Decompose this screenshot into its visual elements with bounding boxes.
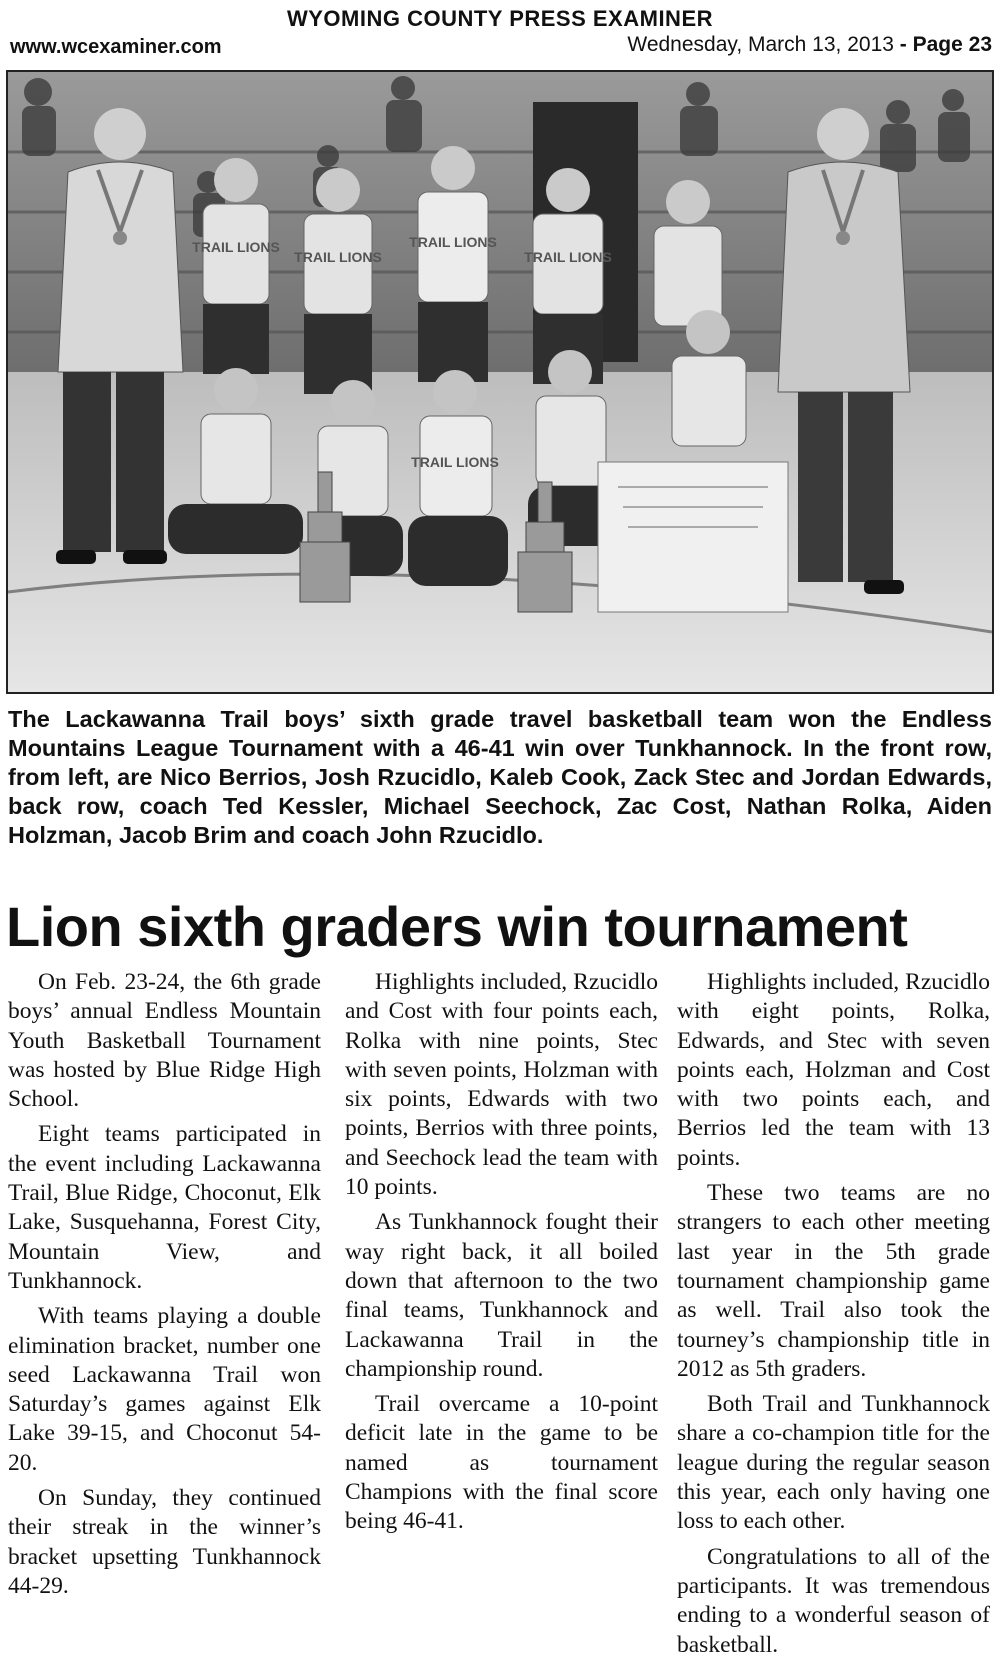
jersey-text: TRAIL LIONS — [294, 249, 382, 265]
coach-left — [56, 108, 183, 564]
page-number: - Page 23 — [899, 33, 992, 56]
championship-plaque — [598, 462, 788, 612]
article-paragraph: On Feb. 23-24, the 6th grade boys’ annual Endless Mountain Youth Basketball Tournament was hosted by Blue Ridge High School. — [8, 969, 321, 1113]
article-paragraph: Highlights included, Rzucidlo and Cost with four points each, Rolka with nine points, Stec with seven points, Holzman with six points, Edwards with two points, Berrios with three points, and Seechock lead the team with 10 points. — [345, 969, 658, 1201]
article-paragraph: These two teams are no strangers to each other meeting last year in the 5th grade tournament championship game as well. Trail also took the tourney’s championship title in 2012 as 5th graders. — [677, 1180, 990, 1382]
issue-date: Wednesday, March 13, 2013 — [627, 33, 894, 56]
jersey-text: TRAIL LIONS — [409, 234, 497, 250]
photo-caption: The Lackawanna Trail boys’ sixth grade travel basketball team won the Endless Mountains League Tournament with a 46-41 win over Tunkhannock. In the front row, from left, are Nico Berrios, Josh Rzucidlo, Kaleb Cook, Zack Stec and Jordan Edwards, back row, coach Ted Kessler, Michael Seechock, Zac Cost, Nathan Rolka, Aiden Holzman, Jacob Brim and coach John Rzucidlo. — [8, 706, 992, 848]
article-paragraph: As Tunkhannock fought their way right back, it all boiled down that afternoon to the two final teams, Tunkhannock and Lackawanna Trail in the championship round. — [345, 1209, 658, 1382]
website-url[interactable]: www.wcexaminer.com — [10, 36, 222, 58]
article-paragraph: Congratulations to all of the participants. It was tremendous ending to a wonderful season of basketball. — [677, 1543, 990, 1658]
article-paragraph: Eight teams participated in the event including Lackawanna Trail, Blue Ridge, Choconut, Elk Lake, Susquehanna, Forest City, Mountain View, and Tunkhannock. — [8, 1121, 321, 1294]
headline: Lion sixth graders win tournament — [6, 895, 908, 958]
article-column-2 — [345, 968, 658, 1543]
team-photo-illustration — [8, 72, 992, 692]
jersey-text: TRAIL LIONS — [192, 239, 280, 255]
jersey-text: TRAIL LIONS — [524, 249, 612, 265]
article-paragraph: Both Trail and Tunkhannock share a co-champion title for the league during the regular season this year, each only having one loss to each other. — [677, 1391, 990, 1535]
article-column-3 — [677, 968, 990, 1666]
jersey-text: TRAIL LIONS — [411, 454, 499, 470]
article-paragraph: With teams playing a double elimination bracket, number one seed Lackawanna Trail won Saturday’s games against Elk Lake 39-15, and Choconut 54-20. — [8, 1303, 321, 1476]
masthead-title: WYOMING COUNTY PRESS EXAMINER — [286, 6, 714, 31]
team-photo — [6, 70, 994, 694]
article-paragraph: Highlights included, Rzucidlo with eight points, Rolka, Edwards, and Stec with seven points each, Holzman and Cost with two points each, and Berrios led the team with 13 points. — [677, 969, 990, 1171]
article-column-1 — [8, 968, 321, 1607]
article-paragraph: On Sunday, they continued their streak in the winner’s bracket upsetting Tunkhannock 44-29. — [8, 1485, 321, 1599]
article-paragraph: Trail overcame a 10-point deficit late in the game to be named as tournament Champions with the final score being 46-41. — [345, 1391, 658, 1535]
issue-date-line — [627, 33, 992, 57]
